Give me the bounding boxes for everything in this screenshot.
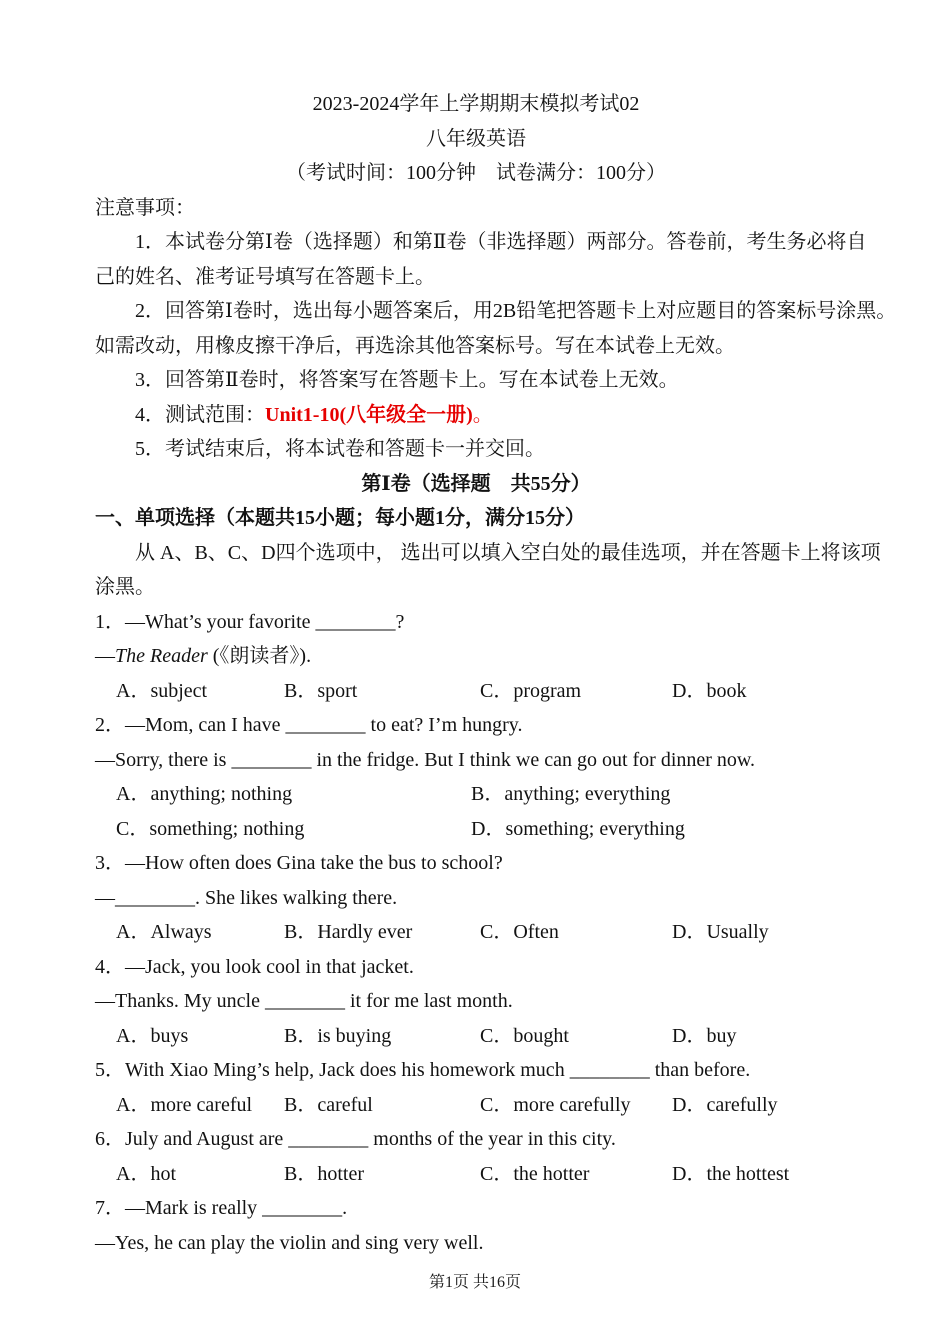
question-5-option-a: A．more careful — [116, 1093, 253, 1116]
exam-title: 2023-2024学年上学期期末模拟考试02 — [312, 93, 640, 115]
question-2-option-c: C．something; nothing — [116, 817, 305, 840]
question-3-reply: —________. She likes walking there. — [95, 886, 398, 909]
section1-instruction-line-2: 涂黑。 — [95, 576, 155, 598]
note-1-line-1: 1．本试卷分第Ⅰ卷（选择题）和第Ⅱ卷（非选择题）两部分。答卷前，考生务必将自 — [135, 231, 867, 253]
question-2-reply: —Sorry, there is ________ in the fridge. But I think we can go out for dinner now. — [95, 748, 756, 771]
question-4-option-b: B．is buying — [284, 1024, 392, 1047]
question-6-option-a: A．hot — [116, 1162, 176, 1185]
question-2-options-row-1 — [95, 777, 857, 812]
question-3-option-c: C．Often — [480, 921, 559, 943]
question-5-option-c: C．more carefully — [480, 1093, 631, 1116]
question-1-reply — [95, 639, 857, 674]
question-3-options — [95, 915, 857, 950]
question-2-option-b: B．anything; everything — [471, 783, 671, 805]
page-footer: 第1页 共16页 — [428, 1274, 521, 1291]
note-4 — [95, 398, 857, 433]
exam-time-score-info: （考试时间：100分钟 试卷满分：100分） — [286, 162, 666, 184]
question-6-option-c: C．the hotter — [480, 1162, 590, 1185]
question-1-option-c: C．program — [480, 679, 582, 702]
question-2-option-a: A．anything; nothing — [116, 783, 293, 805]
question-6-stem: 6．July and August are ________ months of the year in this city. — [95, 1128, 616, 1150]
question-3-option-b: B．Hardly ever — [284, 921, 413, 943]
question-5-option-b: B．careful — [284, 1093, 373, 1116]
question-1-reply-rest: (《朗读者》). — [207, 645, 312, 667]
question-1-reply-dash: — — [95, 645, 115, 667]
question-4-stem: 4．—Jack, you look cool in that jacket. — [95, 955, 414, 978]
volume1-title: 第Ⅰ卷（选择题 共55分） — [361, 472, 591, 495]
note-2-line-2: 如需改动，用橡皮擦干净后，再选涂其他答案标号。写在本试卷上无效。 — [95, 334, 735, 357]
question-2-options-row-2 — [95, 812, 857, 847]
question-6-options — [95, 1157, 857, 1192]
question-1-option-b: B．sport — [284, 679, 358, 702]
question-1-reply-book-title: The Reader — [115, 645, 208, 667]
note-3: 3．回答第Ⅱ卷时，将答案写在答题卡上。写在本试卷上无效。 — [135, 369, 679, 391]
question-6-option-d: D．the hottest — [672, 1162, 790, 1185]
question-4-options — [95, 1019, 857, 1054]
question-1-options — [95, 674, 857, 709]
question-2-option-d: D．something; everything — [471, 817, 685, 840]
question-5-stem: 5．With Xiao Ming’s help, Jack does his homework much ________ than before. — [95, 1059, 751, 1081]
question-7-reply: —Yes, he can play the violin and sing very well. — [95, 1231, 484, 1254]
note-1-line-2: 己的姓名、准考证号填写在答题卡上。 — [95, 265, 435, 288]
question-4-option-c: C．bought — [480, 1024, 569, 1047]
note-5: 5．考试结束后，将本试卷和答题卡一并交回。 — [135, 438, 545, 460]
note-4-prefix: 4．测试范围： — [135, 403, 265, 426]
note-2-line-1: 2．回答第Ⅰ卷时，选出每小题答案后，用2B铅笔把答题卡上对应题目的答案标号涂黑。 — [135, 300, 897, 322]
question-7-stem: 7．—Mark is really ________. — [95, 1197, 348, 1219]
question-4-option-a: A．buys — [116, 1024, 189, 1047]
question-2-stem: 2．—Mom, can I have ________ to eat? I’m hungry. — [95, 714, 523, 736]
question-1-option-a: A．subject — [116, 679, 208, 702]
question-3-option-a: A．Always — [116, 921, 212, 943]
question-5-option-d: D．carefully — [672, 1093, 778, 1116]
question-1-stem: 1．—What’s your favorite ________? — [95, 610, 405, 633]
question-4-reply: —Thanks. My uncle ________ it for me last month. — [95, 990, 513, 1012]
question-1-option-d: D．book — [672, 679, 747, 702]
question-3-option-d: D．Usually — [672, 921, 769, 943]
note-4-test-range-highlight: Unit1-10(八年级全一册) — [265, 403, 473, 426]
section1-instruction-line-1: 从 A、B、C、D四个选项中， 选出可以填入空白处的最佳选项，并在答题卡上将该项 — [135, 541, 881, 564]
note-4-suffix: 。 — [472, 403, 493, 426]
question-5-options — [95, 1088, 857, 1123]
question-3-stem: 3．—How often does Gina take the bus to school? — [95, 852, 503, 874]
question-6-option-b: B．hotter — [284, 1162, 364, 1185]
notes-heading: 注意事项： — [95, 196, 195, 219]
section1-title: 一、单项选择（本题共15小题；每小题1分，满分15分） — [95, 507, 585, 529]
question-4-option-d: D．buy — [672, 1024, 737, 1047]
exam-subject: 八年级英语 — [426, 127, 526, 150]
document-content — [95, 87, 897, 1260]
